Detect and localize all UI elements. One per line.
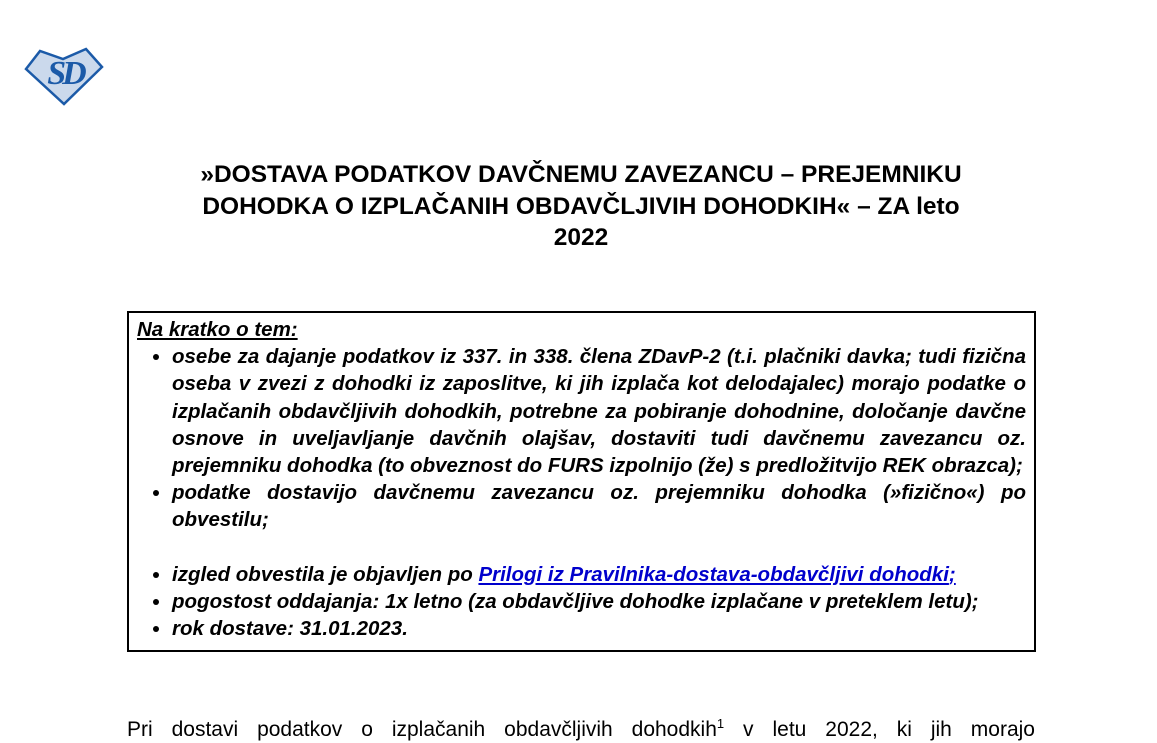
bullet-text: podatke dostavijo davčnemu zavezancu oz. prejemniku dohodka (»fizično«) po obvestilu; bbox=[172, 481, 1026, 532]
document-title-line-1: »DOSTAVA PODATKOV DAVČNEMU ZAVEZANCU – PREJEMNIKU bbox=[200, 161, 962, 188]
document-title-line-3: 2022 bbox=[553, 224, 609, 251]
summary-bullet-obligated-persons bbox=[172, 343, 1026, 479]
document-title bbox=[128, 159, 1034, 254]
link-text: Prilogi iz Pravilnika-dostava-obdavčljivi dohodki bbox=[478, 562, 949, 586]
body-paragraph bbox=[127, 716, 1035, 743]
summary-bullet-list bbox=[135, 343, 1026, 642]
bullet-text: pogostost oddajanja: 1x letno (za obdavčljive dohodke izplačane v preteklem letu); bbox=[172, 589, 979, 613]
sd-shield-icon bbox=[24, 46, 104, 106]
footnote-ref: 1 bbox=[716, 716, 725, 731]
summary-bullet-frequency bbox=[172, 588, 1026, 615]
body-paragraph-prefix: Pri dostavi podatkov o izplačanih obdavčljivih dohodkih bbox=[127, 718, 717, 741]
summary-heading: Na kratko o tem: bbox=[137, 318, 298, 341]
bullet-text-prefix: izgled obvestila je objavljen po bbox=[172, 562, 479, 586]
sd-logo-letters: SD bbox=[47, 55, 83, 92]
bullet-text: osebe za dajanje podatkov iz 337. in 338. člena ZDavP-2 (t.i. plačniki davka; tudi fizična oseba v zvezi z dohodki iz zaposlitve, ki jih izplača kot delodajalec) morajo podatke o izplačanih obdavčljivih dohodkih, potrebne za pobiranje dohodnine, določanje davčne osnove in uveljavljanje davčnih olajšav, dostaviti tudi davčnemu zavezancu oz. prejemniku dohodka (to obveznost do FURS izpolnijo (že) s predložitvijo REK obrazca); bbox=[172, 345, 1026, 478]
summary-box bbox=[127, 311, 1036, 652]
pravilnik-priloga-link[interactable] bbox=[478, 563, 955, 586]
document-title-line-2: DOHODKA O IZPLAČANIH OBDAVČLJIVIH DOHODKIH« – ZA leto bbox=[202, 192, 960, 220]
summary-bullet-notice-template bbox=[172, 561, 1026, 588]
summary-bullet-delivery-method bbox=[172, 479, 1026, 533]
body-paragraph-suffix: v letu 2022, ki jih morajo bbox=[724, 718, 1035, 741]
summary-bullet-deadline bbox=[172, 615, 1026, 642]
bullet-text: rok dostave: 31.01.2023. bbox=[172, 617, 408, 641]
sd-logo bbox=[24, 46, 104, 106]
link-text-suffix: ; bbox=[948, 562, 956, 586]
